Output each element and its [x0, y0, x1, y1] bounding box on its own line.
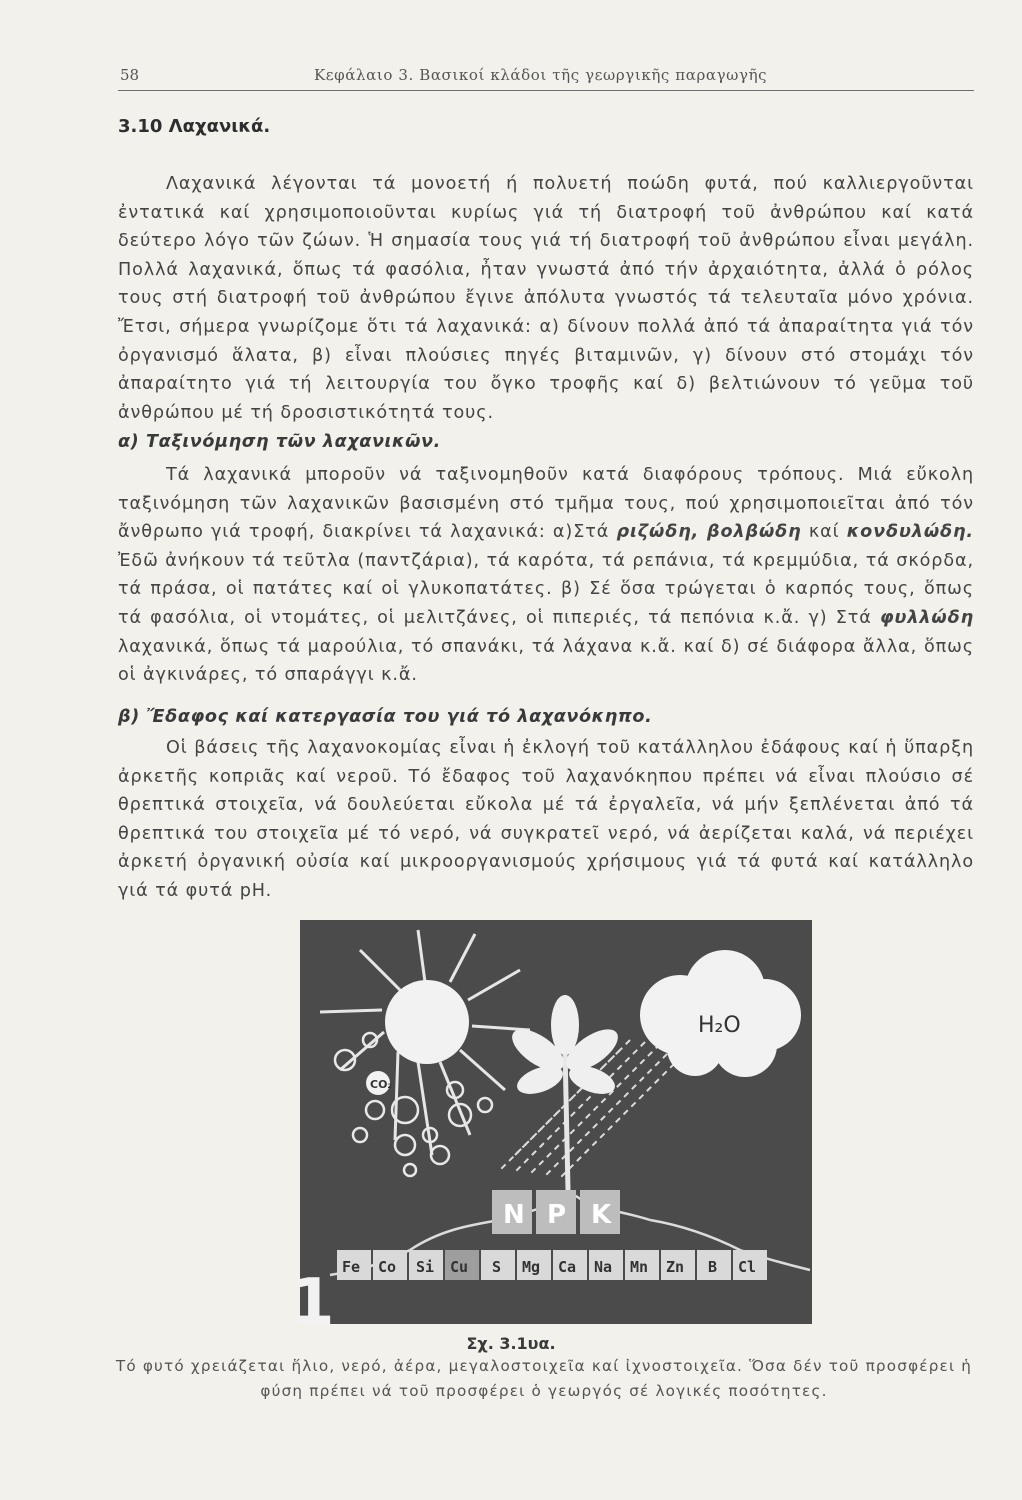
element-label-b: B	[708, 1258, 718, 1276]
figure-caption-text: Τό φυτό χρειάζεται ἥλιο, νερό, ἀέρα, μεγαλοστοιχεῖα καί ἰχνοστοιχεῖα. Ὅσα δέν τοῦ προσφέρει ἡ φύση πρέπει νά τοῦ προσφέρει ὁ γεωργός σέ λογικές ποσότητες.	[115, 1357, 973, 1400]
cloud-label: H₂O	[698, 1013, 741, 1038]
classification-emph-roots: ριζώδη, βολβώδη	[616, 522, 802, 543]
sun-icon	[385, 980, 469, 1064]
soil-heading: β) Ἔδαφος καί κατεργασία του γιά τό λαχανόκηπο.	[118, 707, 653, 727]
element-label-n: N	[503, 1200, 525, 1230]
intro-paragraph-block	[118, 170, 974, 427]
classification-emph-tubers: κονδυλώδη.	[846, 522, 975, 543]
element-label-cu: Cu	[450, 1258, 469, 1276]
plant-needs-figure	[290, 920, 812, 1340]
classification-text-1: Τά λαχανικά μποροῦν νά ταξινομηθοῦν κατά διαφόρους τρόπους. Μιά εὔκολη ταξινόμηση τῶν λαχανικῶν βασισμένη στό τμῆμα τους, πού χρησιμοποιεῖται ἀπό τόν ἄνθρωπο γιά τροφή, διακρίνει τά λαχανικά: α)Στά	[118, 465, 974, 543]
section-title: 3.10 Λαχανικά.	[118, 116, 271, 137]
page-header	[118, 62, 974, 91]
element-label-p: P	[547, 1200, 567, 1230]
element-label-co: Co	[378, 1258, 397, 1276]
classification-paragraph	[118, 461, 974, 690]
element-label-cl: Cl	[738, 1258, 757, 1276]
classification-text-4: λαχανικά, ὅπως τά μαρούλια, τό σπανάκι, τά λάχανα κ.ἄ. καί δ) σέ διάφορα ἄλλα, ὅπως οἱ ἀγκινάρες, τό σπαράγγι κ.ἄ.	[118, 636, 974, 686]
classification-emph-leafy: φυλλώδη	[879, 607, 974, 628]
page-number: 58	[120, 66, 140, 84]
element-label-mg: Mg	[522, 1258, 541, 1276]
plant-stem	[565, 1050, 568, 1190]
macro-elements-row	[492, 1190, 620, 1234]
element-label-zn: Zn	[666, 1258, 685, 1276]
soil-paragraph-block	[118, 734, 974, 906]
figure-illustration	[290, 920, 812, 1340]
element-label-fe: Fe	[342, 1258, 361, 1276]
panel-number: 1	[290, 1266, 335, 1340]
classification-heading: α) Ταξινόμηση τῶν λαχανικῶν.	[118, 432, 441, 452]
element-label-na: Na	[594, 1258, 613, 1276]
soil-paragraph: Οἱ βάσεις τῆς λαχανοκομίας εἶναι ἡ ἐκλογή τοῦ κατάλληλου ἐδάφους καί ἡ ὕπαρξη ἀρκετῆς κοπριᾶς καί νεροῦ. Τό ἔδαφος τοῦ λαχανόκηπου πρέπει νά εἶναι πλούσιο σέ θρεπτικά στοιχεῖα, νά δουλεύεται εὔκολα μέ τά ἐργαλεῖα, νά μήν ξεπλένεται ἀπό τά θρεπτικά του στοιχεῖα μέ τό νερό, νά συγκρατεῖ νερό, νά ἀερίζεται καλά, νά περιέχει ἀρκετή ὀργανική οὐσία καί μικροοργανισμούς χρήσιμους γιά τά φυτά καί κατάλληλο γιά τά φυτά pH.	[118, 738, 974, 901]
classification-paragraph-block	[118, 461, 974, 690]
figure-caption-label: Σχ. 3.1υα.	[466, 1334, 556, 1353]
classification-text-3: Ἐδῶ ἀνήκουν τά τεῦτλα (παντζάρια), τά καρότα, τά ρεπάνια, τά κρεμμύδια, τά σκόρδα, τά πράσα, οἱ πατάτες καί οἱ γλυκοπατάτες. β) Σέ ὅσα τρώγεται ὁ καρπός τους, ὅπως τά φασόλια, οἱ ντομάτες, οἱ μελιτζάνες, οἱ πιπεριές, τά πεπόνια κ.ἄ. γ) Στά	[118, 550, 974, 628]
intro-paragraph: Λαχανικά λέγονται τά μονοετή ή πολυετή ποώδη φυτά, πού καλλιεργοῦνται ἐντατικά καί χρησιμοποιοῦνται κυρίως γιά τή διατροφή τοῦ ἀνθρώπου καί κατά δεύτερο λόγο τῶν ζώων. Ἡ σημασία τους γιά τή διατροφή τοῦ ἀνθρώπου εἶναι μεγάλη. Πολλά λαχανικά, ὅπως τά φασόλια, ἦταν γνωστά ἀπό τήν ἀρχαιότητα, ἀλλά ὁ ρόλος τους στή διατροφή τοῦ ἀνθρώπου ἔγινε ἀπόλυτα γνωστός τά τελευταῖα μόνο χρόνια. Ἔτσι, σήμερα γνωρίζομε ὅτι τά λαχανικά: α) δίνουν πολλά ἀπό τά ἀπαραίτητα γιά τόν ὀργανισμό ἅλατα, β) εἶναι πλούσιες πηγές βιταμινῶν, γ) δίνουν στό στομάχι τόν ἀπαραίτητο γιά τή λειτουργία του ὄγκο τροφῆς καί δ) βελτιώνουν τό γεῦμα τοῦ ἀνθρώπου μέ τή δροσιστικότητά τους.	[118, 174, 974, 423]
element-label-si: Si	[416, 1258, 435, 1276]
running-title: Κεφάλαιο 3. Βασικοί κλάδοι τῆς γεωργικῆς παραγωγῆς	[314, 66, 768, 84]
element-label-k: K	[591, 1200, 612, 1230]
classification-text-2: καί	[801, 522, 847, 543]
co2-label: CO₂	[370, 1078, 393, 1091]
element-label-mn: Mn	[630, 1258, 649, 1276]
element-label-ca: Ca	[558, 1258, 577, 1276]
element-label-s: S	[492, 1258, 502, 1276]
